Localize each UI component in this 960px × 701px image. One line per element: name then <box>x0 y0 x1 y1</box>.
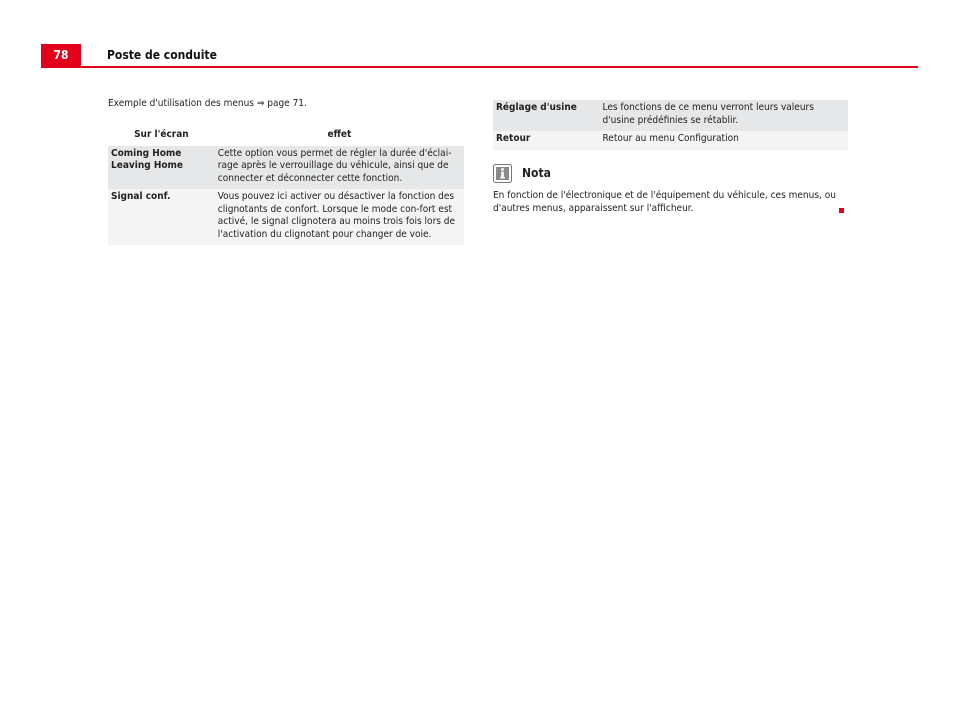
note-text <box>493 189 848 215</box>
section-title: Poste de conduite <box>107 48 217 62</box>
note-heading <box>493 164 848 183</box>
table-row <box>493 131 848 150</box>
right-column <box>493 100 848 215</box>
menu-table-right <box>493 100 848 150</box>
end-of-section-mark <box>839 208 844 213</box>
row-key-coming-leaving-home <box>108 146 215 190</box>
row-value: Retour au menu Configuration <box>600 131 849 150</box>
row-value: Cette option vous permet de régler la durée d'éclai-rage après le verrouillage du véhicule, ainsi que de connecter et déconnecter cette fonction. <box>215 146 464 190</box>
table-row <box>108 146 464 190</box>
row-key-signal-conf <box>108 189 215 245</box>
table-header-row <box>108 127 464 146</box>
left-column <box>108 98 464 245</box>
table-row <box>108 189 464 245</box>
note-title: Nota <box>522 166 551 180</box>
info-note-icon <box>493 164 512 183</box>
row-key-retour: Retour <box>493 131 600 150</box>
menu-table-left <box>108 127 464 245</box>
intro-text: Exemple d'utilisation des menus ⇒ page 71. <box>108 98 307 109</box>
row-key-reglage-usine: Réglage d'usine <box>493 100 600 131</box>
header-divider <box>41 66 918 68</box>
key-line-coming-home: Coming Home <box>111 147 182 159</box>
column-header-effect: effet <box>215 127 464 146</box>
note-body: En fonction de l'électronique et de l'équipement du véhicule, ces menus, ou d'autres menus, apparaissent sur l'afficheur. <box>493 189 836 214</box>
key-line-leaving-home: Leaving Home <box>111 160 184 171</box>
row-value: Les fonctions de ce menu verront leurs valeurs d'usine prédéfinies se rétablir. <box>600 100 849 131</box>
table-row <box>493 100 848 131</box>
key-line-signal-conf: Signal conf. <box>111 191 171 202</box>
page-number: 78 <box>41 44 81 66</box>
page-header <box>41 44 918 68</box>
column-header-screen: Sur l'écran <box>108 127 215 146</box>
row-value: Vous pouvez ici activer ou désactiver la fonction des clignotants de confort. Lorsque le mode con-fort est activé, le signal clignotera au moins trois fois lors de l'activation du clignotant pour changer de voie. <box>215 189 464 245</box>
